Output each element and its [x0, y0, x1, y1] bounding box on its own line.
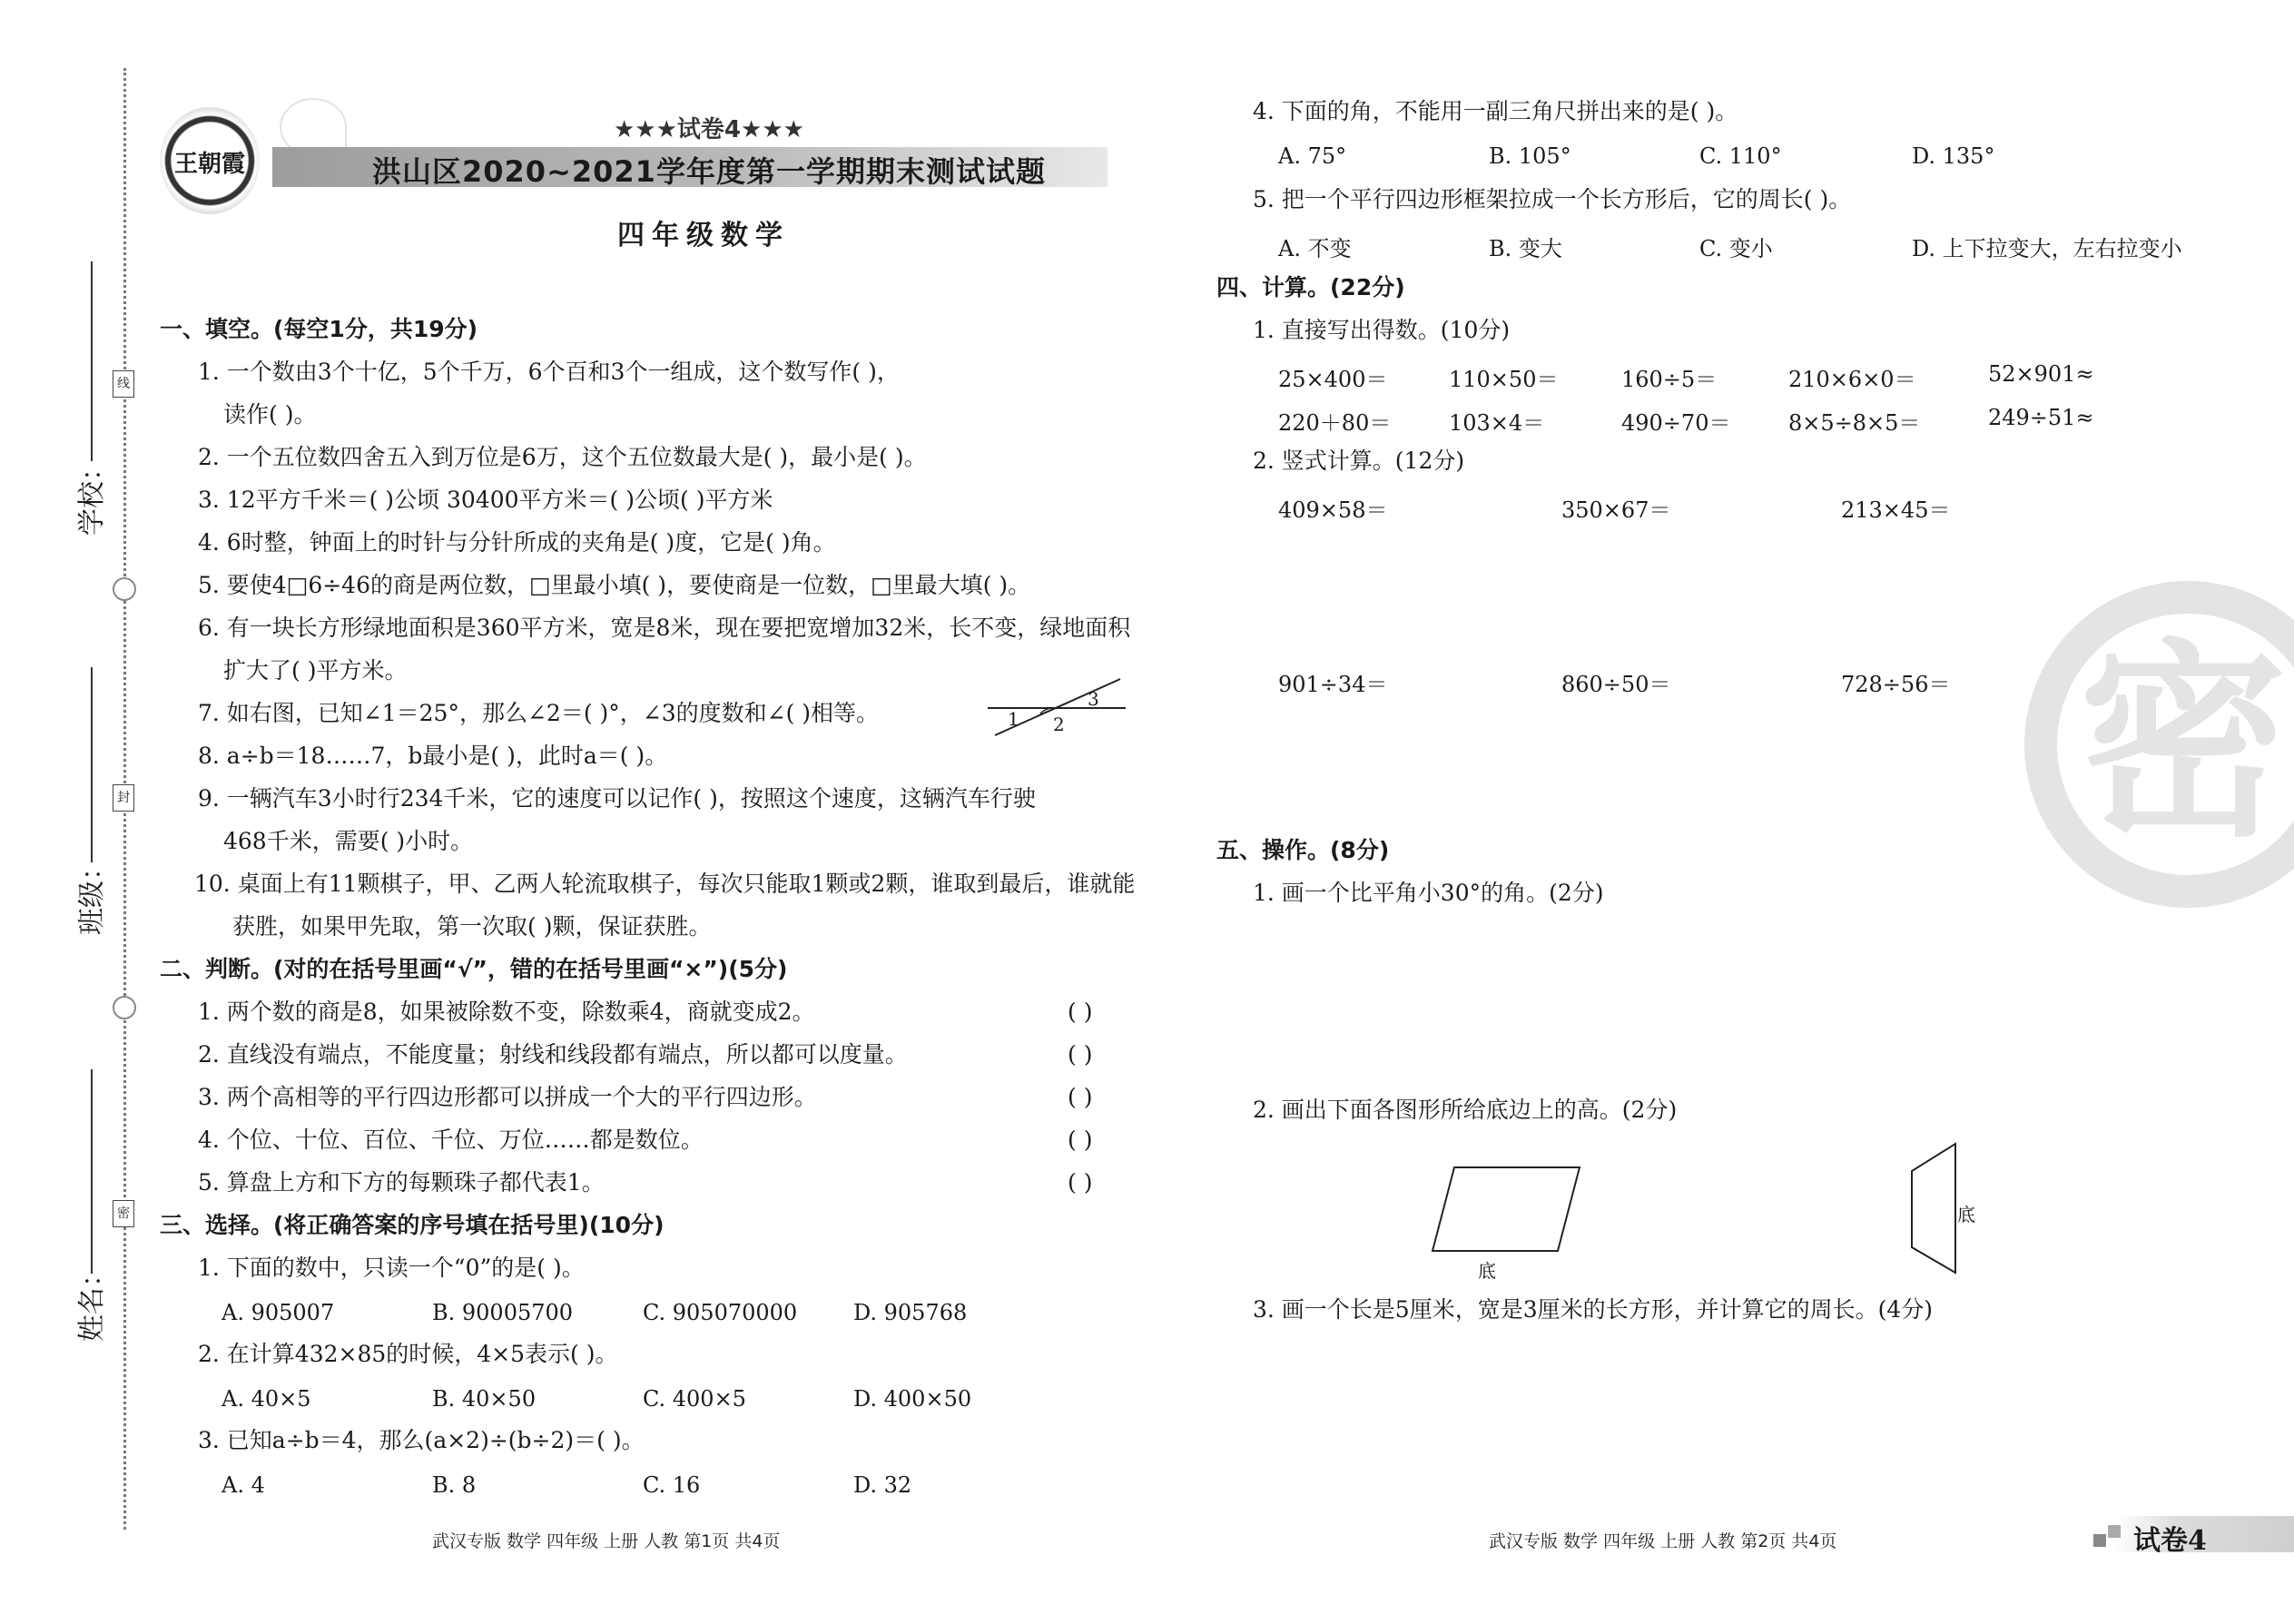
binding-knot-icon: [113, 996, 136, 1019]
choice-q2-option-a[interactable]: A. 40×5: [222, 1386, 311, 1412]
judge-q2: 2. 直线没有端点，不能度量；射线和线段都有端点，所以都可以度量。: [198, 1041, 908, 1068]
page-subtitle: 四年级数学: [617, 220, 790, 251]
vertical-calc-item: 409×58＝: [1278, 497, 1388, 523]
binding-mark-secret: 密: [113, 1200, 134, 1227]
name-label: 姓名：: [76, 1260, 108, 1342]
parallelogram-figure: [1427, 1164, 1590, 1255]
draw-q3: 3. 画一个长是5厘米，宽是3厘米的长方形，并计算它的周长。(4分): [1253, 1296, 1934, 1323]
oral-calc-item: 160÷5＝: [1621, 367, 1718, 392]
fill-q1-line1: 1. 一个数由3个十亿，5个千万，6个百和3个一组成，这个数写作( )，: [198, 359, 900, 385]
choice-q2-stem: 2. 在计算432×85的时候，4×5表示( )。: [198, 1341, 618, 1367]
binding-mark-seal: 封: [113, 784, 134, 812]
judge-q4: 4. 个位、十位、百位、千位、万位……都是数位。: [198, 1127, 704, 1153]
judge-q3: 3. 两个高相等的平行四边形都可以拼成一个大的平行四边形。: [198, 1084, 817, 1110]
judge-answer-bracket[interactable]: ( ): [1068, 999, 1093, 1025]
choice-q1-option-b[interactable]: B. 90005700: [432, 1300, 574, 1325]
school-field-line: [91, 261, 93, 461]
fill-q10-line2: 获胜，如果甲先取，第一次取( )颗，保证获胜。: [232, 913, 712, 940]
fill-q2: 2. 一个五位数四舍五入到万位是6万，这个五位数最大是( )，最小是( )。: [198, 444, 927, 470]
vertical-calc-item: 728÷56＝: [1841, 672, 1951, 697]
fill-q9-line2: 468千米，需要( )小时。: [223, 828, 474, 854]
name-field-line: [91, 1069, 93, 1274]
judge-q1: 1. 两个数的商是8，如果被除数不变，除数乘4，商就变成2。: [198, 999, 815, 1025]
fill-q9-line1: 9. 一辆汽车3小时行234千米，它的速度可以记作( )，按照这个速度，这辆汽车行驶: [198, 785, 1036, 812]
corner-paper-tag: 试卷4: [2133, 1525, 2207, 1557]
section-3-heading: 三、选择。(将正确答案的序号填在括号里)(10分): [160, 1212, 665, 1238]
judge-q5: 5. 算盘上方和下方的每颗珠子都代表1。: [198, 1169, 605, 1196]
choice-q5-option-a[interactable]: A. 不变: [1278, 236, 1352, 261]
calc-sub2-heading: 2. 竖式计算。(12分): [1253, 448, 1465, 474]
choice-q4-option-a[interactable]: A. 75°: [1278, 143, 1347, 169]
parallelogram-base-label: 底: [1478, 1260, 1496, 1282]
section-5-heading: 五、操作。(8分): [1216, 837, 1390, 863]
draw-q1: 1. 画一个比平角小30°的角。(2分): [1253, 880, 1604, 906]
oral-calc-item: 103×4＝: [1449, 410, 1545, 436]
choice-q5-stem: 5. 把一个平行四边形框架拉成一个长方形后，它的周长( )。: [1253, 186, 1852, 212]
choice-q3-option-a[interactable]: A. 4: [222, 1472, 265, 1498]
choice-q3-option-d[interactable]: D. 32: [853, 1472, 912, 1498]
oral-calc-item: 249÷51≈: [1988, 405, 2094, 430]
oral-calc-item: 52×901≈: [1988, 361, 2094, 387]
fill-q4: 4. 6时整，钟面上的时针与分针所成的夹角是( )度，它是( )角。: [198, 529, 836, 556]
choice-q5-option-d[interactable]: D. 上下拉变大，左右拉变小: [1912, 236, 2182, 261]
calc-sub1-heading: 1. 直接写出得数。(10分): [1253, 317, 1511, 343]
oral-calc-item: 210×6×0＝: [1788, 367, 1916, 392]
logo-text: 王朝霞: [174, 151, 246, 178]
choice-q3-option-c[interactable]: C. 16: [643, 1472, 701, 1498]
paper-tag: ★★★试卷4★★★: [614, 116, 804, 143]
choice-q3-stem: 3. 已知a÷b＝4，那么(a×2)÷(b÷2)＝( )。: [198, 1427, 645, 1453]
angle-label-2: 2: [1053, 714, 1065, 735]
angle-label-3: 3: [1088, 688, 1099, 710]
left-page-footer: 武汉专版 数学 四年级 上册 人教 第1页 共4页: [432, 1531, 781, 1551]
corner-squares-icon: [2093, 1534, 2106, 1547]
fill-q5: 5. 要使4□6÷46的商是两位数，□里最小填( )，要使商是一位数，□里最大填( )。: [198, 572, 1031, 598]
choice-q5-option-b[interactable]: B. 变大: [1489, 236, 1562, 261]
choice-q2-option-b[interactable]: B. 40×50: [432, 1386, 537, 1412]
vertical-calc-item: 213×45＝: [1841, 497, 1951, 523]
choice-q4-option-d[interactable]: D. 135°: [1912, 143, 1995, 169]
draw-q2: 2. 画出下面各图形所给底边上的高。(2分): [1253, 1097, 1678, 1123]
oral-calc-item: 8×5÷8×5＝: [1788, 410, 1921, 436]
judge-answer-bracket[interactable]: ( ): [1068, 1041, 1093, 1068]
corner-squares-icon: [2108, 1525, 2121, 1538]
choice-q1-stem: 1. 下面的数中，只读一个“0”的是( )。: [198, 1255, 585, 1281]
trapezoid-base-label: 底: [1957, 1204, 1975, 1225]
fill-q6-line1: 6. 有一块长方形绿地面积是360平方米，宽是8米，现在要把宽增加32米，长不变，绿地面积: [198, 615, 1131, 641]
section-2-heading: 二、判断。(对的在括号里画“√”，错的在括号里画“×”)(5分): [160, 956, 788, 982]
section-1-heading: 一、填空。(每空1分，共19分): [160, 316, 478, 342]
choice-q1-option-d[interactable]: D. 905768: [853, 1300, 968, 1325]
choice-q4-option-b[interactable]: B. 105°: [1489, 143, 1571, 169]
oral-calc-item: 110×50＝: [1449, 367, 1559, 392]
binding-mark-line: 线: [113, 370, 134, 398]
choice-q2-option-c[interactable]: C. 400×5: [643, 1386, 746, 1412]
right-page-footer: 武汉专版 数学 四年级 上册 人教 第2页 共4页: [1489, 1531, 1837, 1551]
angle-label-1: 1: [1008, 708, 1019, 730]
vertical-calc-item: 350×67＝: [1561, 497, 1671, 523]
watermark-text: 密: [2079, 623, 2289, 865]
choice-q3-option-b[interactable]: B. 8: [432, 1472, 477, 1498]
oral-calc-item: 490÷70＝: [1621, 410, 1731, 436]
choice-q2-option-d[interactable]: D. 400×50: [853, 1386, 972, 1412]
fill-q3: 3. 12平方千米＝( )公顷 30400平方米＝( )公顷( )平方米: [198, 487, 773, 513]
trapezoid-figure: [1903, 1140, 1957, 1276]
choice-q4-option-c[interactable]: C. 110°: [1699, 143, 1782, 169]
binding-knot-icon: [113, 577, 136, 601]
fill-q7: 7. 如右图，已知∠1＝25°，那么∠2＝( )°，∠3的度数和∠( )相等。: [198, 700, 880, 726]
fill-q8: 8. a÷b＝18……7，b最小是( )，此时a＝( )。: [198, 743, 668, 769]
fill-q6-line2: 扩大了( )平方米。: [223, 657, 408, 684]
judge-answer-bracket[interactable]: ( ): [1068, 1169, 1093, 1196]
choice-q4-stem: 4. 下面的角，不能用一副三角尺拼出来的是( )。: [1253, 98, 1738, 124]
fill-q10-line1: 10. 桌面上有11颗棋子，甲、乙两人轮流取棋子，每次只能取1颗或2颗，谁取到最后，谁就能: [194, 871, 1136, 897]
vertical-calc-item: 901÷34＝: [1278, 672, 1388, 697]
vertical-calc-item: 860÷50＝: [1561, 672, 1671, 697]
oral-calc-item: 220＋80＝: [1278, 410, 1392, 436]
judge-answer-bracket[interactable]: ( ): [1068, 1084, 1093, 1110]
section-4-heading: 四、计算。(22分): [1216, 274, 1405, 300]
class-field-line: [91, 667, 93, 862]
choice-q1-option-a[interactable]: A. 905007: [222, 1300, 335, 1325]
fill-q1-line2: 读作( )。: [223, 401, 317, 428]
judge-answer-bracket[interactable]: ( ): [1068, 1127, 1093, 1153]
page-title: 洪山区2020~2021学年度第一学期期末测试试题: [372, 154, 1046, 189]
choice-q1-option-c[interactable]: C. 905070000: [643, 1300, 798, 1325]
school-label: 学校：: [76, 454, 108, 536]
oral-calc-item: 25×400＝: [1278, 367, 1388, 392]
class-label: 班级：: [76, 853, 108, 935]
choice-q5-option-c[interactable]: C. 变小: [1699, 236, 1773, 261]
